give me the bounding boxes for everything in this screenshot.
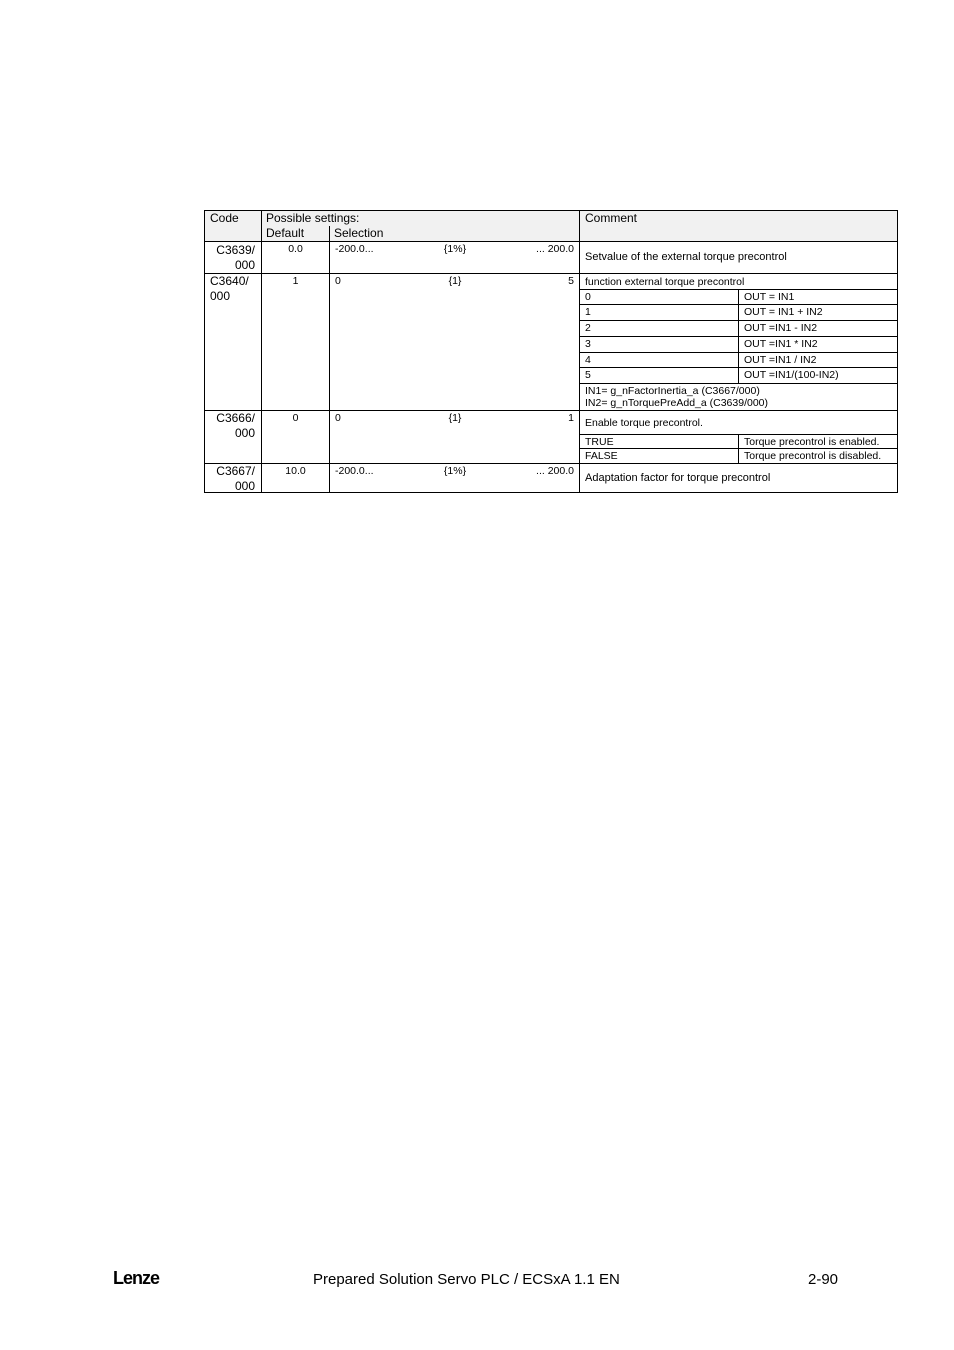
comment-text: function external torque precontrol xyxy=(585,276,745,288)
option-text: OUT =IN1 - IN2 xyxy=(744,322,818,334)
code-cell: 000 xyxy=(210,289,231,303)
option-value: 4 xyxy=(585,354,591,366)
header-comment: Comment xyxy=(585,211,638,225)
selection-min: -200.0... xyxy=(335,243,374,255)
lenze-logo: Lenze xyxy=(113,1268,160,1288)
option-text: OUT =IN1 * IN2 xyxy=(744,338,818,350)
option-value: 5 xyxy=(585,369,591,381)
default-value: 10.0 xyxy=(285,465,306,477)
option-text: OUT =IN1 / IN2 xyxy=(744,354,817,366)
option-value: 1 xyxy=(585,306,591,318)
selection-min: 0 xyxy=(335,275,341,287)
note-line: IN1= g_nFactorInertia_a (C3667/000) xyxy=(585,385,760,397)
selection-step: {1%} xyxy=(443,465,467,477)
row-divider-3 xyxy=(204,463,898,464)
code-cell: C3639/ xyxy=(216,243,255,257)
note-line: IN2= g_nTorquePreAdd_a (C3639/000) xyxy=(585,397,769,409)
option-text: Torque precontrol is disabled. xyxy=(744,450,882,462)
comment-text: Setvalue of the external torque precontrol xyxy=(585,251,787,263)
header-selection: Selection xyxy=(334,226,384,240)
selection-max: 1 xyxy=(568,412,574,424)
code-cell: 000 xyxy=(234,479,255,493)
selection-min: -200.0... xyxy=(335,465,374,477)
default-value: 0.0 xyxy=(288,243,303,255)
default-value: 0 xyxy=(292,412,299,424)
option-value: FALSE xyxy=(585,450,618,462)
comment-text: Enable torque precontrol. xyxy=(585,417,703,429)
selection-max: ... 200.0 xyxy=(536,243,574,255)
selection-min: 0 xyxy=(335,412,341,424)
selection-step: {1} xyxy=(448,275,462,287)
code-cell: 000 xyxy=(234,258,255,272)
table-border-bottom xyxy=(204,492,898,493)
header-possible-settings: Possible settings: xyxy=(266,211,360,225)
header-divider xyxy=(204,241,898,242)
option-text: Torque precontrol is enabled. xyxy=(744,436,880,448)
code-cell: 000 xyxy=(234,426,255,440)
selection-max: 5 xyxy=(568,275,574,287)
option-text: OUT =IN1/(100-IN2) xyxy=(744,369,839,381)
selection-max: ... 200.0 xyxy=(536,465,574,477)
header-code: Code xyxy=(210,211,239,225)
footer-title: Prepared Solution Servo PLC / ECSxA 1.1 EN xyxy=(313,1271,620,1288)
option-value: TRUE xyxy=(585,436,614,448)
selection-step: {1} xyxy=(448,412,462,424)
subcol-line xyxy=(738,434,739,464)
row-divider-2 xyxy=(204,410,898,411)
comment-text: Adaptation factor for torque precontrol xyxy=(585,472,771,484)
option-value: 3 xyxy=(585,338,591,350)
row-divider-1 xyxy=(204,273,898,274)
header-default: Default xyxy=(266,226,305,240)
code-cell: C3667/ xyxy=(216,464,255,478)
subcol-line xyxy=(738,289,739,384)
option-value: 2 xyxy=(585,322,591,334)
col-divider-default xyxy=(329,226,330,493)
page-number: 2-90 xyxy=(808,1271,839,1288)
code-cell: C3640/ xyxy=(210,274,249,288)
option-text: OUT = IN1 + IN2 xyxy=(744,306,823,318)
option-text: OUT = IN1 xyxy=(744,291,795,303)
code-cell: C3666/ xyxy=(216,411,255,425)
selection-step: {1%} xyxy=(443,243,467,255)
default-value: 1 xyxy=(292,275,299,287)
option-value: 0 xyxy=(585,291,591,303)
